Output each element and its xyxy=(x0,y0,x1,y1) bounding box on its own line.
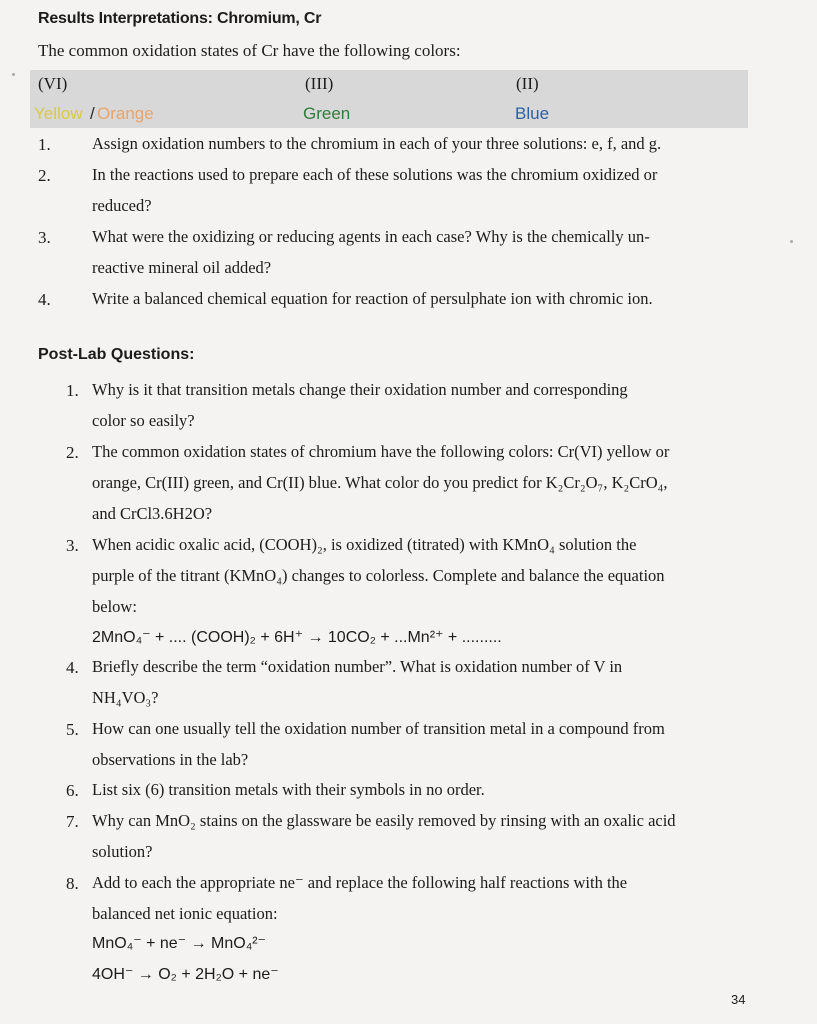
state-vi-label: (VI) xyxy=(38,74,68,93)
postlab-q5-number: 5. xyxy=(66,720,79,739)
postlab-q4-line1: Briefly describe the term “oxidation number”. What is oxidation number of V in xyxy=(92,657,623,676)
postlab-q4-line2: NH₄VO₃? xyxy=(92,688,159,707)
postlab-q1-line2: color so easily? xyxy=(92,411,195,430)
results-q4-number: 4. xyxy=(38,290,51,309)
postlab-q8-line1: Add to each the appropriate ne⁻ and replace the following half reactions with the xyxy=(92,873,628,892)
page-number: 34 xyxy=(731,992,746,1007)
postlab-q5-line1: How can one usually tell the oxidation number of transition metal in a compound from xyxy=(92,719,665,738)
postlab-q8-equation-2: 4OH⁻ → O₂ + 2H₂O + ne⁻ xyxy=(92,966,279,983)
postlab-q7-line2: solution? xyxy=(92,842,153,861)
color-blue: Blue xyxy=(515,104,550,123)
postlab-q2-line1: The common oxidation states of chromium have the following colors: Cr(VI) yellow or xyxy=(92,442,670,461)
postlab-q8-line2: balanced net ionic equation: xyxy=(92,904,278,923)
color-yellow: Yellow xyxy=(34,104,83,123)
postlab-q6-line1: List six (6) transition metals with their symbols in no order. xyxy=(92,780,485,799)
postlab-q5-line2: observations in the lab? xyxy=(92,750,249,769)
postlab-q6-number: 6. xyxy=(66,781,79,800)
postlab-q1-number: 1. xyxy=(66,381,79,400)
postlab-q3-line3: below: xyxy=(92,597,137,616)
color-separator: / xyxy=(90,104,95,123)
results-q2-line2: reduced? xyxy=(92,196,152,215)
postlab-q7-line1: Why can MnO₂ stains on the glassware be easily removed by rinsing with an oxalic acid xyxy=(92,811,676,830)
postlab-q7-number: 7. xyxy=(66,812,79,831)
results-q4-line1: Write a balanced chemical equation for reaction of persulphate ion with chromic ion. xyxy=(92,289,653,308)
postlab-q4-number: 4. xyxy=(66,658,79,677)
results-q1-number: 1. xyxy=(38,135,51,154)
color-green: Green xyxy=(303,104,351,123)
postlab-q3-number: 3. xyxy=(66,536,79,555)
scan-speck xyxy=(790,240,793,243)
postlab-q3-line1: When acidic oxalic acid, (COOH)₂, is oxidized (titrated) with KMnO₄ solution the xyxy=(92,535,637,554)
postlab-q3-line2: purple of the titrant (KMnO₄) changes to colorless. Complete and balance the equation xyxy=(92,566,665,585)
intro-text: The common oxidation states of Cr have the following colors: xyxy=(38,41,461,60)
postlab-q3-equation: 2MnO₄⁻ + .... (COOH)₂ + 6H⁺ → 10CO₂ + ...Mn²⁺ + ......... xyxy=(92,629,502,646)
postlab-q2-line3: and CrCl3.6H2O? xyxy=(92,504,213,523)
results-q1-line1: Assign oxidation numbers to the chromium in each of your three solutions: e, f, and g. xyxy=(92,134,662,153)
postlab-heading: Post-Lab Questions: xyxy=(38,346,195,363)
postlab-q2-number: 2. xyxy=(66,443,79,462)
postlab-q2-line2: orange, Cr(III) green, and Cr(II) blue. What color do you predict for K₂Cr₂O₇, K₂CrO₄, xyxy=(92,473,668,492)
postlab-q8-equation-1: MnO₄⁻ + ne⁻ → MnO₄²⁻ xyxy=(92,935,266,952)
state-iii-label: (III) xyxy=(305,74,334,93)
results-q3-line1: What were the oxidizing or reducing agents in each case? Why is the chemically un- xyxy=(92,227,650,246)
results-q3-number: 3. xyxy=(38,228,51,247)
postlab-q8-number: 8. xyxy=(66,874,79,893)
color-orange: Orange xyxy=(97,104,154,123)
results-q3-line2: reactive mineral oil added? xyxy=(92,258,272,277)
results-q2-number: 2. xyxy=(38,166,51,185)
postlab-q1-line1: Why is it that transition metals change their oxidation number and corresponding xyxy=(92,380,628,399)
state-ii-label: (II) xyxy=(516,74,539,93)
scan-speck xyxy=(12,73,15,76)
results-q2-line1: In the reactions used to prepare each of these solutions was the chromium oxidized or xyxy=(92,165,658,184)
section-heading: Results Interpretations: Chromium, Cr xyxy=(38,10,322,27)
